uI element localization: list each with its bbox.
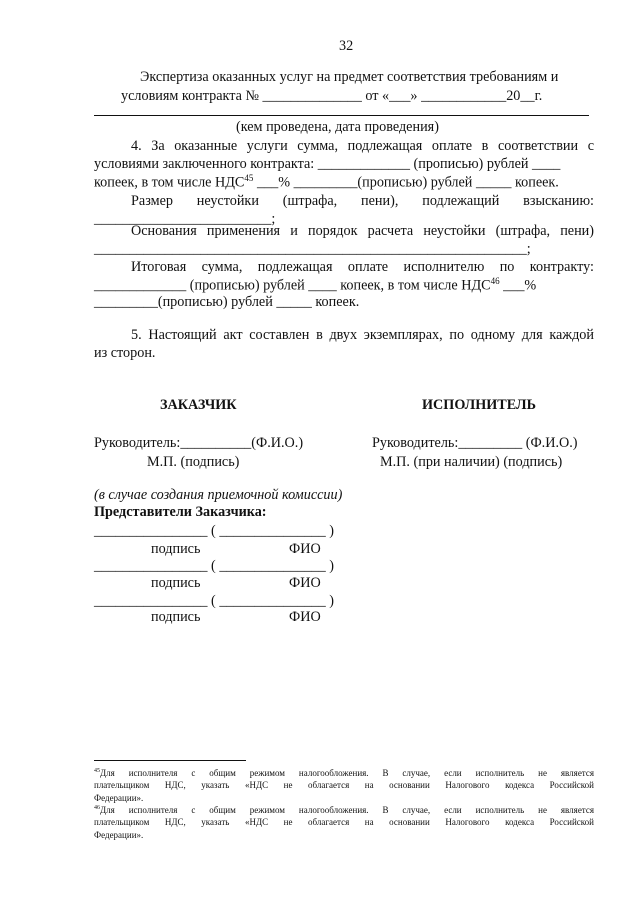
vat-label: копеек, в том числе НДС [94,174,245,191]
footnote-46-line-1 [94,805,594,815]
expertise-line-2: условиям контракта № ______________ от «___» ____________20__г. [121,88,543,104]
payment-line-3 [94,174,559,190]
footnote-46-line-3: Федерации». [94,830,144,840]
page-number: 32 [339,38,354,54]
penalty-line-1: Размер неустойки (штрафа, пени), подлежащий взысканию: [131,193,594,209]
commission-signature-line: ________________ ( _______________ ) [94,558,334,574]
footnote-46-number: 46 [94,805,100,811]
total-vat-label: _____________ (прописью) рублей ____ копеек, в том числе НДС [94,277,491,294]
commission-signature-line: ________________ ( _______________ ) [94,523,334,539]
footnote-45-line-3: Федерации». [94,793,144,803]
copies-line-1: 5. Настоящий акт составлен в двух экземплярах, по одному для каждой [131,327,594,343]
penalty-line-2: _________________________; [94,211,276,227]
commission-heading: Представители Заказчика: [94,504,267,520]
total-line-1: Итоговая сумма, подлежащая оплате исполнителю по контракту: [131,259,594,275]
commission-note: (в случае создания приемочной комиссии) [94,487,343,503]
commission-sign-label: подпись [151,575,201,591]
commission-name-label: ФИО [289,541,321,557]
total-line-3: _________(прописью) рублей _____ копеек. [94,294,360,310]
footnote-ref-46: 46 [490,276,500,286]
footnote-45-line-1 [94,768,594,778]
footnote-separator [94,760,246,761]
commission-name-label: ФИО [289,575,321,591]
footnote-45-number: 45 [94,768,100,774]
executor-stamp-line: М.П. (при наличии) (подпись) [380,454,563,470]
commission-sign-label: подпись [151,609,201,625]
customer-head-line: Руководитель:__________(Ф.И.О.) [94,435,304,451]
penalty-basis-line-1: Основания применения и порядок расчета неустойки (штрафа, пени) [131,223,594,239]
footnote-46-line-2: плательщиком НДС, указать «НДС не облагается на основании Налогового кодекса Российской [94,817,594,827]
customer-title: ЗАКАЗЧИК [160,397,237,413]
footnote-46-text: Для исполнителя с общим режимом налогообложения. В случае, если исполнитель не является [100,805,594,815]
expertise-blank-line [94,115,589,116]
executor-title: ИСПОЛНИТЕЛЬ [422,397,536,413]
footnote-45-line-2: плательщиком НДС, указать «НДС не облагается на основании Налогового кодекса Российской [94,780,594,790]
penalty-basis-line-2: _____________________________________________________________; [94,241,531,257]
vat-amount: ___% _________(прописью) рублей _____ копеек. [253,174,559,191]
customer-stamp-line: М.П. (подпись) [147,454,240,470]
footnote-ref-45: 45 [244,173,254,183]
total-vat-percent: ___% [499,277,537,294]
commission-signature-line: ________________ ( _______________ ) [94,593,334,609]
executor-head-line: Руководитель:_________ (Ф.И.О.) [372,435,578,451]
expertise-line-1: Экспертиза оказанных услуг на предмет соответствия требованиям и [140,69,559,85]
footnote-45-text: Для исполнителя с общим режимом налогообложения. В случае, если исполнитель не является [100,768,594,778]
total-line-2 [94,277,536,293]
commission-sign-label: подпись [151,541,201,557]
payment-line-1: 4. За оказанные услуги сумма, подлежащая оплате в соответствии с [131,138,594,154]
expertise-caption: (кем проведена, дата проведения) [236,119,439,135]
copies-line-2: из сторон. [94,345,156,361]
commission-name-label: ФИО [289,609,321,625]
payment-line-2: условиями заключенного контракта: _____________ (прописью) рублей ____ [94,156,561,172]
